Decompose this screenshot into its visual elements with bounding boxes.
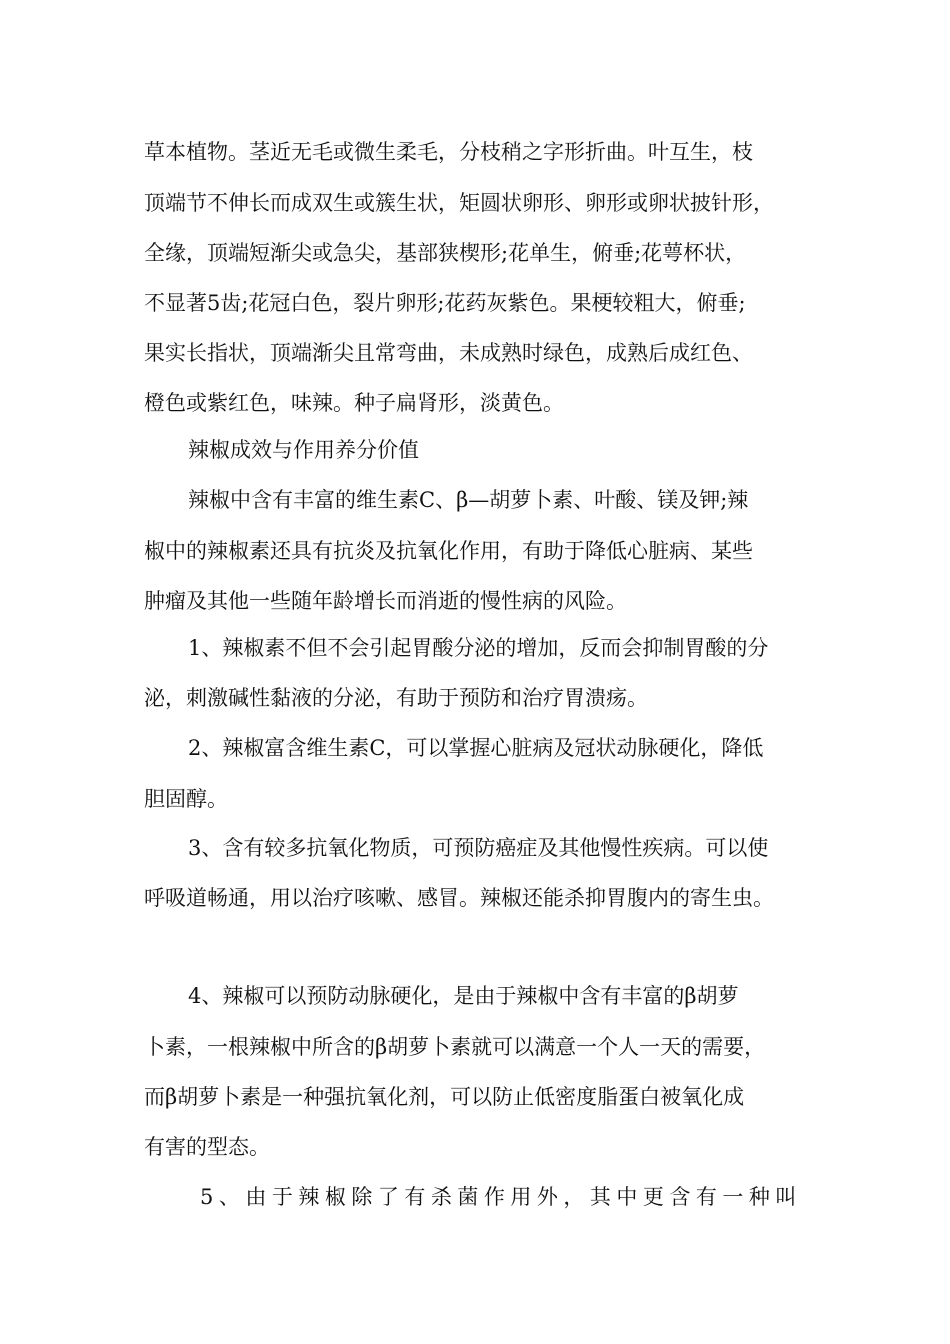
text-line: 全缘，顶端短渐尖或急尖，基部狭楔形;花单生，俯垂;花萼杯状， bbox=[144, 241, 747, 265]
text-line: 胆固醇。 bbox=[144, 787, 228, 811]
text-line: 椒中的辣椒素还具有抗炎及抗氧化作用，有助于降低心脏病、某些 bbox=[144, 539, 753, 563]
text-line: 肿瘤及其他一些随年龄增长而消逝的慢性病的风险。 bbox=[144, 589, 627, 613]
list-item-line: 2、辣椒富含维生素C，可以掌握心脏病及冠状动脉硬化，降低 bbox=[188, 736, 764, 760]
text-line: 而β胡萝卜素是一种强抗氧化剂，可以防止低密度脂蛋白被氧化成 bbox=[144, 1085, 745, 1109]
text-line: 草本植物。茎近无毛或微生柔毛，分枝稍之字形折曲。叶互生，枝 bbox=[144, 140, 753, 164]
list-item-line: 5、由于辣椒除了有杀菌作用外，其中更含有一种叫 bbox=[200, 1185, 802, 1209]
list-item-line: 1、辣椒素不但不会引起胃酸分泌的增加，反而会抑制胃酸的分 bbox=[188, 636, 769, 660]
text-line: 不显著5齿;花冠白色，裂片卵形;花药灰紫色。果梗较粗大，俯垂; bbox=[144, 291, 746, 315]
text-line: 果实长指状，顶端渐尖且常弯曲，未成熟时绿色，成熟后成红色、 bbox=[144, 341, 753, 365]
list-item-line: 4、辣椒可以预防动脉硬化，是由于辣椒中含有丰富的β胡萝 bbox=[188, 984, 739, 1008]
text-line: 卜素，一根辣椒中所含的β胡萝卜素就可以满意一个人一天的需要， bbox=[144, 1035, 766, 1059]
text-line: 橙色或紫红色，味辣。种子扁肾形，淡黄色。 bbox=[144, 391, 564, 415]
text-line: 顶端节不伸长而成双生或簇生状，矩圆状卵形、卵形或卵状披针形， bbox=[144, 191, 774, 215]
text-line: 呼吸道畅通，用以治疗咳嗽、感冒。辣椒还能杀抑胃腹内的寄生虫。 bbox=[144, 886, 774, 910]
text-line: 泌，刺激碱性黏液的分泌，有助于预防和治疗胃溃疡。 bbox=[144, 686, 648, 710]
text-line: 辣椒中含有丰富的维生素C、β—胡萝卜素、叶酸、镁及钾;辣 bbox=[188, 488, 749, 512]
section-heading: 辣椒成效与作用养分价值 bbox=[188, 438, 419, 462]
list-item-line: 3、含有较多抗氧化物质，可预防癌症及其他慢性疾病。可以使 bbox=[188, 836, 769, 860]
text-line: 有害的型态。 bbox=[144, 1135, 270, 1159]
